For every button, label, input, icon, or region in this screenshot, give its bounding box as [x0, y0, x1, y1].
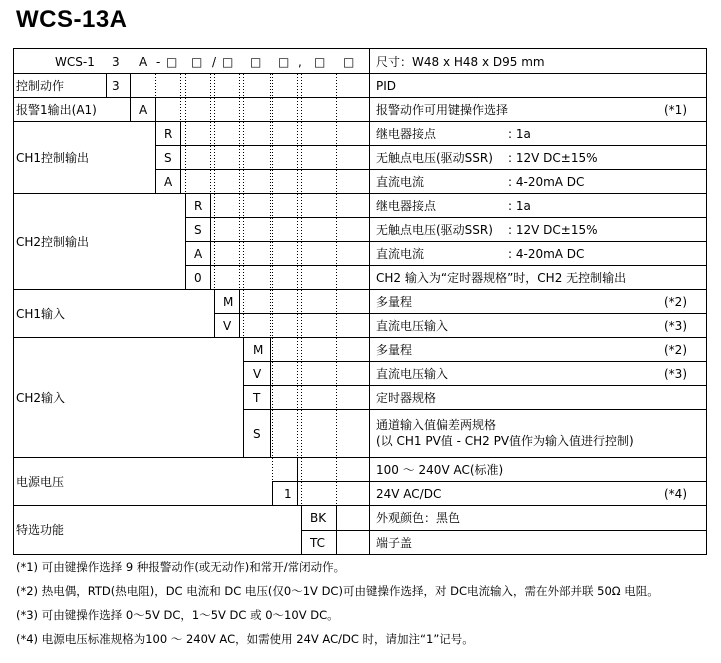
- model-separator-slash: /: [212, 55, 217, 69]
- ch1-output-desc: 直流电流: [376, 175, 425, 189]
- ch2-input-desc: 多量程: [376, 343, 413, 357]
- model-box-ch1-in: □: [222, 55, 234, 69]
- ch1-input-code: V: [223, 319, 232, 333]
- ch1-output-value: : 1a: [508, 127, 531, 141]
- ch2-output-code: S: [194, 223, 202, 237]
- ch2-output-desc: 直流电流: [376, 247, 425, 261]
- alarm-note: (*1): [664, 103, 687, 117]
- ch2-output-desc: 继电器接点: [376, 199, 437, 213]
- ch1-output-code: R: [164, 127, 173, 141]
- ch2-input-code: T: [253, 391, 261, 405]
- model-prefix: WCS-1: [55, 55, 95, 69]
- model-box-ch2-out: □: [191, 55, 203, 69]
- power-note: (*4): [664, 487, 687, 501]
- ch1-output-desc: 无触点电压(驱动SSR): [376, 151, 493, 165]
- ch2-input-code: M: [253, 343, 264, 357]
- special-label: 特选功能: [16, 523, 65, 537]
- model-box-special-2: □: [343, 55, 355, 69]
- ch2-input-note: (*2): [664, 343, 687, 357]
- control-action-desc: PID: [376, 79, 397, 93]
- model-pos-action: 3: [112, 55, 120, 69]
- model-box-ch1-out: □: [166, 55, 178, 69]
- ch1-input-note: (*2): [664, 295, 687, 309]
- ch2-output-desc: CH2 输入为“定时器规格”时，CH2 无控制输出: [376, 271, 627, 285]
- ch2-input-desc: 定时器规格: [376, 391, 437, 405]
- power-label: 电源电压: [16, 475, 65, 489]
- special-desc: 端子盖: [376, 536, 413, 550]
- special-code: TC: [310, 536, 326, 550]
- ch2-input-desc: 直流电压输入: [376, 367, 449, 381]
- model-separator-dash: -: [156, 55, 161, 69]
- ch1-output-value: : 12V DC±15%: [508, 151, 598, 165]
- ch2-input-label: CH2输入: [16, 391, 66, 405]
- ch1-output-desc: 继电器接点: [376, 127, 437, 141]
- footnote: (*3) 可由键操作选择 0～5V DC，1～5V DC 或 0～10V DC。: [16, 608, 339, 622]
- special-desc: 外观颜色：黑色: [376, 511, 461, 525]
- special-code: BK: [310, 511, 327, 525]
- ch1-input-label: CH1输入: [16, 307, 66, 321]
- ch2-input-desc: 通道输入值偏差两规格: [376, 418, 497, 432]
- power-code: 1: [284, 487, 292, 501]
- footnote: (*1) 可由键操作选择 9 种报警动作(或无动作)和常开/常闭动作。: [16, 560, 346, 574]
- ch1-input-note: (*3): [664, 319, 687, 333]
- model-separator-comma: ,: [298, 55, 302, 69]
- ch1-output-value: : 4-20mA DC: [508, 175, 585, 189]
- control-action-label: 控制动作: [16, 79, 65, 93]
- ch1-input-code: M: [223, 295, 234, 309]
- ch2-output-label: CH2控制输出: [16, 235, 90, 249]
- power-desc: 100 ～ 240V AC(标准): [376, 463, 504, 477]
- ch2-output-value: : 12V DC±15%: [508, 223, 598, 237]
- control-action-code: 3: [112, 79, 120, 93]
- ch2-input-desc-detail: (以 CH1 PV值 - CH2 PV值作为输入值进行控制): [376, 434, 634, 448]
- ch2-output-code: 0: [194, 271, 202, 285]
- alarm-code: A: [139, 103, 148, 117]
- model-box-power: □: [278, 55, 290, 69]
- ch1-output-label: CH1控制输出: [16, 151, 90, 165]
- ch1-output-code: A: [164, 175, 173, 189]
- footnote: (*4) 电源电压标准规格为100 ～ 240V AC，如需使用 24V AC/DC 时，请加注“1”记号。: [16, 632, 474, 646]
- ch1-output-code: S: [164, 151, 172, 165]
- ch1-input-desc: 直流电压输入: [376, 319, 449, 333]
- ch2-input-note: (*3): [664, 367, 687, 381]
- model-box-ch2-in: □: [250, 55, 262, 69]
- model-pos-alarm: A: [139, 55, 148, 69]
- ch2-output-value: : 4-20mA DC: [508, 247, 585, 261]
- size-label: 尺寸：W48 x H48 x D95 mm: [376, 55, 545, 69]
- ch1-input-desc: 多量程: [376, 295, 413, 309]
- alarm-label: 报警1输出(A1): [16, 103, 97, 117]
- ch2-output-code: A: [194, 247, 203, 261]
- ch2-input-code: S: [253, 427, 261, 441]
- ch2-output-value: : 1a: [508, 199, 531, 213]
- ch2-input-code: V: [253, 367, 262, 381]
- alarm-desc: 报警动作可用键操作选择: [376, 103, 509, 117]
- footnote: (*2) 热电偶，RTD(热电阻)，DC 电流和 DC 电压(仅0～1V DC)可由键操作选择，对 DC电流输入，需在外部并联 50Ω 电阻。: [16, 584, 659, 598]
- page-title: WCS-13A: [16, 6, 128, 33]
- ch2-output-desc: 无触点电压(驱动SSR): [376, 223, 493, 237]
- power-desc: 24V AC/DC: [376, 487, 442, 501]
- ch2-output-code: R: [194, 199, 203, 213]
- model-box-special-1: □: [314, 55, 326, 69]
